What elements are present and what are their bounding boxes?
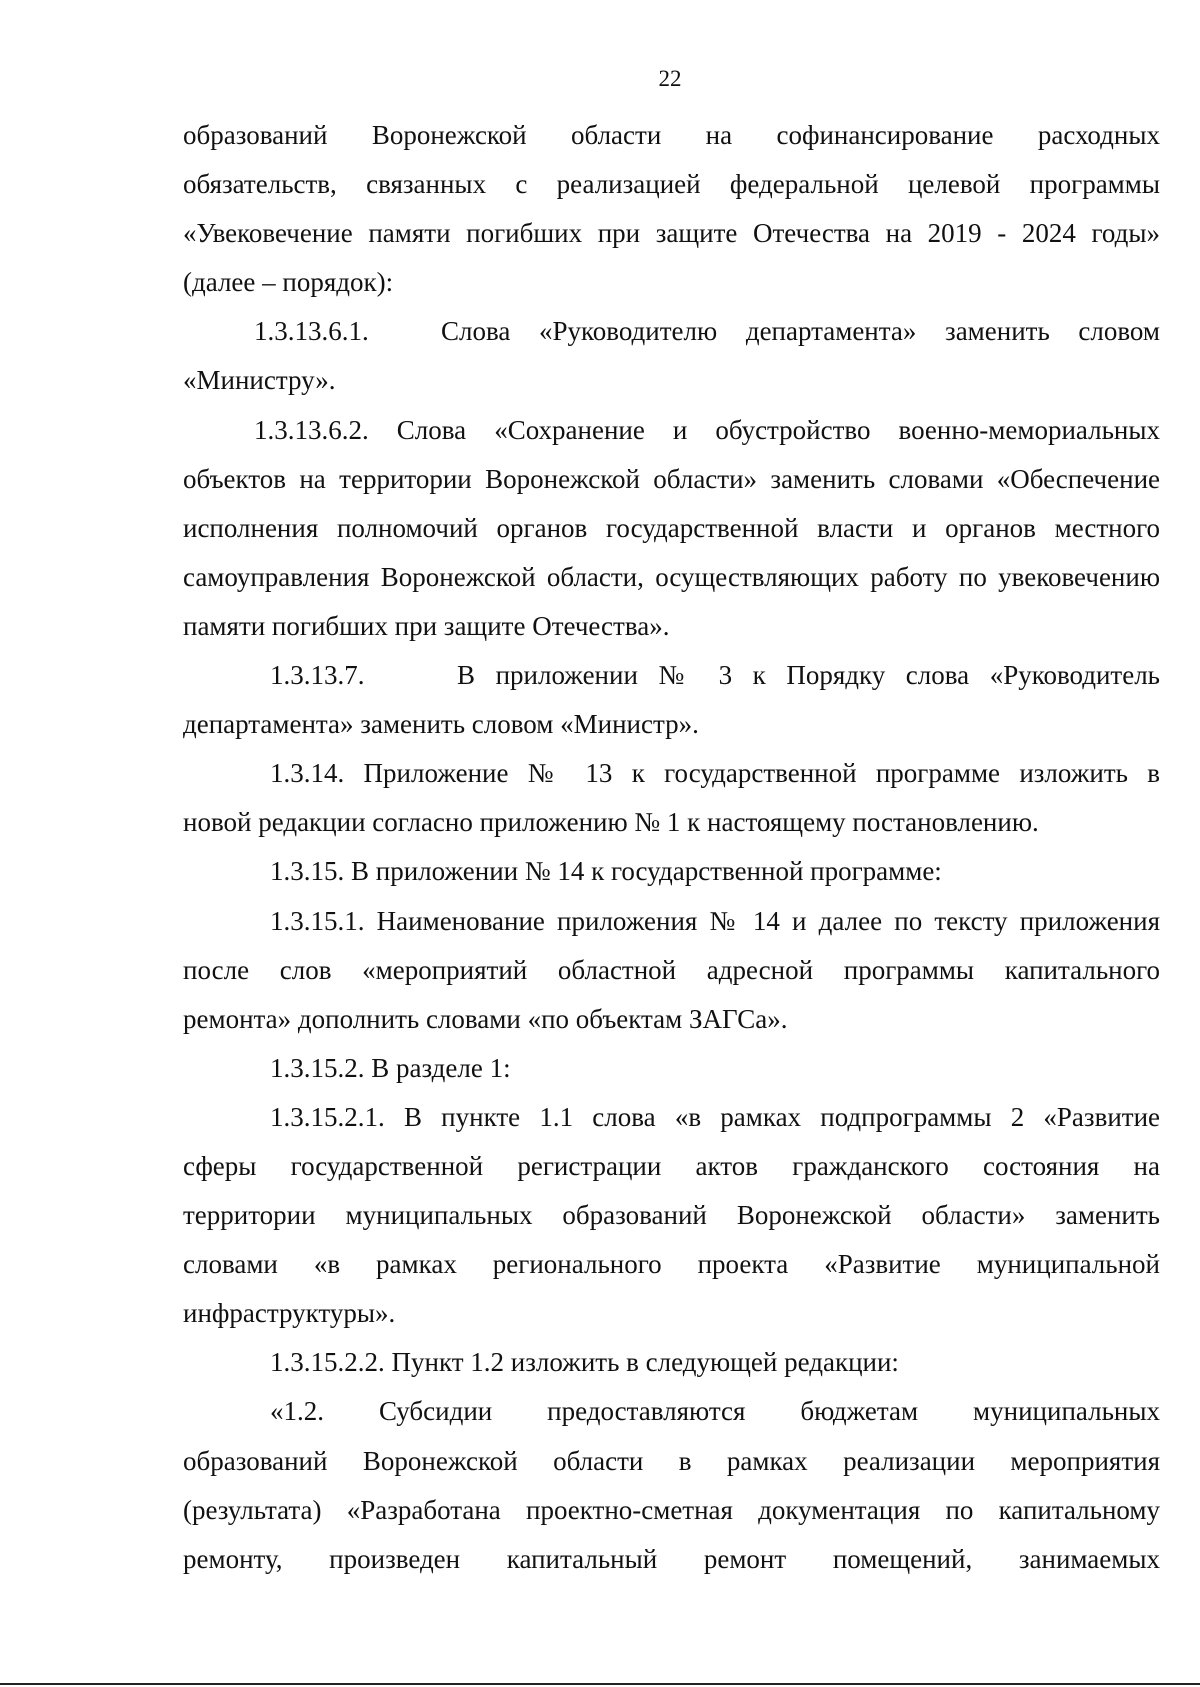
text-line <box>183 307 1160 356</box>
text-line <box>183 700 1160 749</box>
line-text: образований Воронежской области на софинансирование расходных <box>183 120 1160 150</box>
text-line <box>183 111 1160 160</box>
line-text: 1.3.15.2.1. В пункте 1.1 слова «в рамках подпрограммы 2 «Развитие <box>270 1101 1160 1132</box>
text-line <box>183 553 1160 602</box>
document-body <box>183 111 1160 1584</box>
line-text: «1.2. Субсидии предоставляются бюджетам муниципальных <box>270 1396 1160 1427</box>
text-line <box>183 258 1160 307</box>
line-text: (далее – порядок): <box>183 267 394 298</box>
text-line <box>183 602 1160 651</box>
text-line <box>183 897 1160 946</box>
text-line <box>183 1240 1160 1289</box>
text-line <box>183 406 1160 455</box>
text-line <box>183 504 1160 553</box>
line-text: 1.3.13.6.2. Слова «Сохранение и обустройство военно-мемориальных <box>254 414 1160 445</box>
clause-number: 1.3.13.7. <box>270 660 365 691</box>
line-text: Слова «Руководителю департамента» заменить словом <box>441 316 1160 347</box>
line-text: территории муниципальных образований Воронежской области» заменить <box>183 1200 1160 1231</box>
line-text: самоуправления Воронежской области, осуществляющих работу по увековечению <box>183 561 1160 592</box>
page-number: 22 <box>658 66 682 91</box>
line-text: 1.3.15.2.2. Пункт 1.2 изложить в следующей редакции: <box>270 1347 899 1378</box>
text-line <box>183 1289 1160 1338</box>
line-text: памяти погибших при защите Отечества». <box>183 610 670 641</box>
line-text: обязательств, связанных с реализацией федеральной целевой программы <box>183 169 1160 200</box>
line-text: «Увековечение памяти погибших при защите Отечества на 2019 - 2024 годы» <box>183 218 1160 249</box>
text-line <box>183 651 1160 700</box>
text-line <box>183 160 1160 209</box>
text-line <box>183 798 1160 847</box>
line-text: В приложении № 3 к Порядку слова «Руководитель <box>457 660 1160 691</box>
line-text: (результата) «Разработана проектно-сметная документация по капитальному <box>183 1494 1160 1525</box>
clause-number: 1.3.13.6.1. <box>254 316 369 347</box>
line-text: после слов «мероприятий областной адресной программы капитального <box>183 954 1160 985</box>
text-line <box>183 1387 1160 1436</box>
line-text: ремонта» дополнить словами «по объектам ЗАГСа». <box>183 1003 788 1034</box>
line-text: «Министру». <box>183 365 336 396</box>
text-line <box>183 1486 1160 1535</box>
line-text: образований Воронежской области в рамках реализации мероприятия <box>183 1445 1160 1476</box>
text-line <box>183 946 1160 995</box>
line-text: ремонту, произведен капитальный ремонт помещений, занимаемых <box>183 1543 1160 1574</box>
bottom-rule <box>0 1683 1200 1685</box>
line-text: инфраструктуры». <box>183 1298 396 1329</box>
text-line <box>183 209 1160 258</box>
line-text: новой редакции согласно приложению № 1 к настоящему постановлению. <box>183 807 1039 838</box>
text-line <box>183 1093 1160 1142</box>
text-line <box>183 1142 1160 1191</box>
line-text: 1.3.15.2. В разделе 1: <box>270 1052 511 1083</box>
line-text: сферы государственной регистрации актов гражданского состояния на <box>183 1150 1160 1181</box>
line-text: словами «в рамках регионального проекта «Развитие муниципальной <box>183 1249 1160 1280</box>
text-line <box>183 455 1160 504</box>
text-line <box>183 749 1160 798</box>
line-text: 1.3.15.1. Наименование приложения № 14 и далее по тексту приложения <box>270 905 1160 936</box>
text-line <box>183 1044 1160 1093</box>
text-line <box>183 1338 1160 1387</box>
text-line <box>183 1191 1160 1240</box>
line-text: 1.3.15. В приложении № 14 к государственной программе: <box>270 856 942 887</box>
text-line <box>183 1535 1160 1584</box>
line-text: 1.3.14. Приложение № 13 к государственной программе изложить в <box>270 758 1160 789</box>
text-line <box>183 356 1160 405</box>
line-text: исполнения полномочий органов государственной власти и органов местного <box>183 512 1160 543</box>
text-line <box>183 847 1160 896</box>
line-text: департамента» заменить словом «Министр». <box>183 709 699 740</box>
text-line <box>183 1437 1160 1486</box>
line-text: объектов на территории Воронежской области» заменить словами «Обеспечение <box>183 463 1160 494</box>
text-line <box>183 995 1160 1044</box>
